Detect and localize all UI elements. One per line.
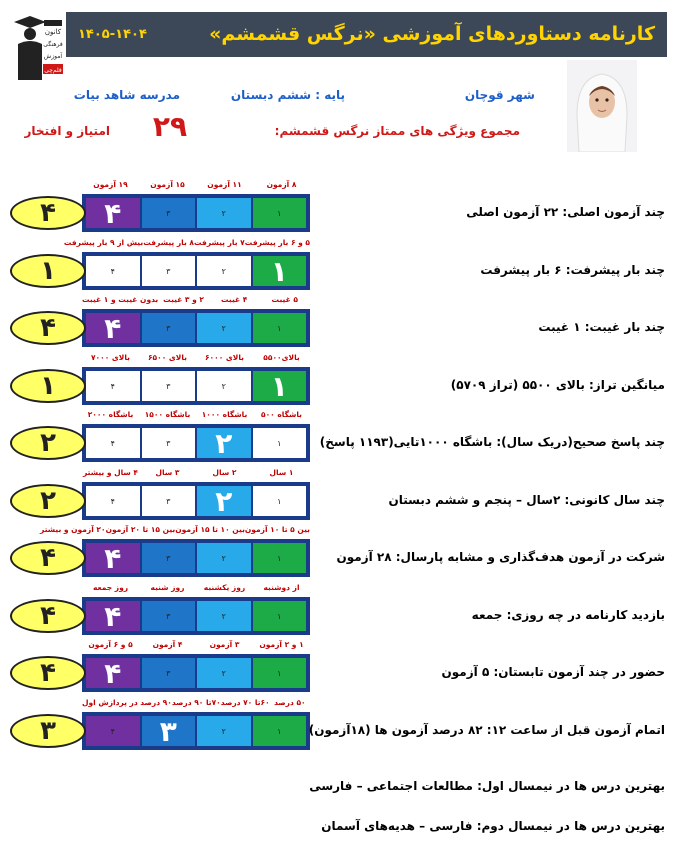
row-label: حضور در چند آزمون تابستان: ۵ آزمون <box>441 665 665 679</box>
threshold-label: ۳ آزمون <box>209 640 240 649</box>
student-photo <box>567 60 637 152</box>
threshold-label: روز شنبه <box>150 583 185 592</box>
row-thresholds <box>82 180 310 189</box>
score-cell: ۴ <box>86 716 140 746</box>
threshold-label: ۲ و ۳ غیبت <box>163 295 204 304</box>
threshold-label: بین ۱۵ تا ۲۰ آزمون <box>105 525 176 534</box>
score-cell: ۳ <box>142 428 196 458</box>
row-thresholds <box>63 238 310 247</box>
score-cell: ۴ <box>86 313 140 343</box>
score-cell: ۲ <box>197 543 251 573</box>
threshold-label: بیش از ۹ بار پیشرفت <box>63 238 144 247</box>
score-cell: ۲ <box>197 716 251 746</box>
threshold-label: ۱۱ آزمون <box>207 180 242 189</box>
threshold-label: ۴ غیبت <box>220 295 248 304</box>
student-school: مدرسه شاهد بیات <box>73 88 180 102</box>
threshold-label: ۵۰ درصد <box>274 698 306 707</box>
score-cell: ۲ <box>197 198 251 228</box>
score-grid <box>82 367 310 405</box>
row-label: چند بار پیشرفت: ۶ بار پیشرفت <box>480 263 665 277</box>
threshold-label: ۹۰ درصد در پردازش اول <box>82 698 172 707</box>
score-badge: ۴ <box>10 656 86 690</box>
student-city: شهر قوچان <box>464 88 535 102</box>
row-label: چند سال کانونی: ۲سال – پنجم و ششم دبستان <box>388 493 665 507</box>
score-cell: ۴ <box>86 658 140 688</box>
score-cell: ۳ <box>142 256 196 286</box>
row-label: بازدید کارنامه در چه روزی: جمعه <box>471 608 665 622</box>
score-cell: ۴ <box>86 256 140 286</box>
threshold-label: باشگاه ۵۰۰ <box>261 410 302 419</box>
score-cell: ۳ <box>142 371 196 401</box>
student-avatar-icon <box>567 60 637 152</box>
score-badge: ۳ <box>10 714 86 748</box>
logo-line3: آموزش <box>43 53 63 60</box>
threshold-label: ۸ آزمون <box>266 180 297 189</box>
threshold-label: ۱۹ آزمون <box>93 180 128 189</box>
score-badge: ۱ <box>10 369 86 403</box>
score-cell: ۴ <box>86 486 140 516</box>
score-cell: ۴ <box>86 428 140 458</box>
score-cell: ۳ <box>142 716 196 746</box>
score-grid <box>82 252 310 290</box>
score-cell: ۲ <box>197 658 251 688</box>
best-lessons-second: بهترین درس ها در نیمسال دوم: فارسی – هدیه‌های آسمان <box>321 819 665 833</box>
score-cell: ۱ <box>253 256 307 286</box>
score-cell: ۲ <box>197 428 251 458</box>
row-thresholds <box>82 410 310 419</box>
threshold-label: باشگاه ۱۰۰۰ <box>201 410 248 419</box>
total-label: امتیاز و افتخار <box>24 124 110 138</box>
score-badge: ۴ <box>10 196 86 230</box>
threshold-label: بالای ۷۰۰۰ <box>90 353 130 362</box>
score-cell: ۱ <box>253 601 307 631</box>
page-title: کارنامه دستاوردهای آموزشی «نرگس قشمشم» <box>209 23 655 45</box>
row-label: اتمام آزمون قبل از ساعت ۱۲: ۸۲ درصد آزمون ها (۱۸آزمون) <box>308 723 665 737</box>
threshold-label: ۶۰تا ۷۰ درصد <box>220 698 270 707</box>
row-label: چند آزمون اصلی: ۲۲ آزمون اصلی <box>466 205 665 219</box>
row-thresholds <box>82 295 310 304</box>
score-grid <box>82 654 310 692</box>
score-cell: ۴ <box>86 543 140 573</box>
row-thresholds <box>82 353 310 362</box>
threshold-label: روز جمعه <box>92 583 129 592</box>
score-cell: ۳ <box>142 198 196 228</box>
student-grade: پایه : ششم دبستان <box>230 88 345 102</box>
score-cell: ۱ <box>253 716 307 746</box>
score-badge: ۲ <box>10 426 86 460</box>
threshold-label: روز یکشنبه <box>203 583 246 592</box>
score-cell: ۱ <box>253 198 307 228</box>
row-thresholds <box>82 468 310 477</box>
threshold-label: بالای۵۵۰۰ <box>263 353 300 362</box>
threshold-label: بین ۱۰ تا ۱۵ آزمون <box>175 525 245 534</box>
score-grid <box>82 194 310 232</box>
threshold-label: از دوشنبه <box>263 583 300 592</box>
row-thresholds <box>82 698 310 707</box>
best-lessons-first: بهترین درس ها در نیمسال اول: مطالعات اجتماعی – فارسی <box>309 779 665 793</box>
score-cell: ۳ <box>142 601 196 631</box>
threshold-label: ۷ بار پیشرفت <box>193 238 245 247</box>
academic-year: ۱۴۰۵-۱۴۰۴ <box>78 27 147 42</box>
score-cell: ۳ <box>142 313 196 343</box>
logo-line1: کانون <box>44 28 62 36</box>
score-cell: ۲ <box>197 256 251 286</box>
threshold-label: ۸ بار پیشرفت <box>143 238 194 247</box>
threshold-label: ۳ سال <box>155 468 180 477</box>
score-cell: ۴ <box>86 601 140 631</box>
threshold-label: باشگاه ۱۵۰۰ <box>144 410 191 419</box>
score-grid <box>82 309 310 347</box>
score-cell: ۱ <box>253 543 307 573</box>
row-label: چند پاسخ صحیح(دریک سال): باشگاه ۱۰۰۰تایی(۱۱۹۳ پاسخ) <box>319 435 665 449</box>
threshold-label: ۱ سال <box>269 468 294 477</box>
score-cell: ۴ <box>86 371 140 401</box>
score-cell: ۲ <box>197 601 251 631</box>
score-badge: ۱ <box>10 254 86 288</box>
row-thresholds <box>82 640 310 649</box>
graduate-logo-icon <box>8 14 64 82</box>
threshold-label: ۵ و ۶ آزمون <box>88 640 133 649</box>
score-cell: ۱ <box>253 313 307 343</box>
score-badge: ۲ <box>10 484 86 518</box>
score-badge: ۴ <box>10 311 86 345</box>
threshold-label: ۱ و ۲ آزمون <box>259 640 304 649</box>
score-cell: ۳ <box>142 543 196 573</box>
row-thresholds <box>40 525 310 534</box>
threshold-label: باشگاه ۲۰۰۰ <box>87 410 134 419</box>
threshold-label: بین ۵ تا ۱۰ آزمون <box>244 525 310 534</box>
threshold-label: ۲۰ آزمون و بیشتر <box>40 525 106 534</box>
score-grid <box>82 712 310 750</box>
score-badge: ۴ <box>10 541 86 575</box>
score-cell: ۳ <box>142 486 196 516</box>
threshold-label: ۵ و ۶ بار پیشرفت <box>244 238 310 247</box>
logo-line2: فرهنگی <box>43 41 63 48</box>
total-score: ۲۹ <box>152 110 188 143</box>
row-label: میانگین تراز: بالای ۵۵۰۰ (تراز ۵۷۰۹) <box>450 378 665 392</box>
score-cell: ۱ <box>253 428 307 458</box>
score-cell: ۱ <box>253 658 307 688</box>
score-badge: ۴ <box>10 599 86 633</box>
threshold-label: بالای ۶۰۰۰ <box>204 353 244 362</box>
row-label: شرکت در آزمون هدف‌گذاری و مشابه پارسال: ۲۸ آزمون <box>336 550 665 564</box>
threshold-label: ۵ غیبت <box>271 295 298 304</box>
score-cell: ۳ <box>142 658 196 688</box>
score-cell: ۴ <box>86 198 140 228</box>
threshold-label: ۱۵ آزمون <box>150 180 185 189</box>
score-cell: ۲ <box>197 313 251 343</box>
threshold-label: ۴ سال و بیشتر <box>82 468 138 477</box>
threshold-label: ۷۰تا ۹۰ درصد <box>171 698 221 707</box>
logo-badge: قلم‌چی <box>44 67 62 74</box>
kanoon-logo <box>8 14 64 82</box>
score-grid <box>82 424 310 462</box>
score-grid <box>82 539 310 577</box>
header-bar <box>66 12 667 57</box>
score-grid <box>82 482 310 520</box>
threshold-label: ۴ آزمون <box>152 640 183 649</box>
score-cell: ۲ <box>197 371 251 401</box>
score-cell: ۲ <box>197 486 251 516</box>
score-grid <box>82 597 310 635</box>
score-cell: ۱ <box>253 371 307 401</box>
features-label: مجموع ویژگی های ممتاز نرگس قشمشم: <box>274 124 520 138</box>
row-thresholds <box>82 583 310 592</box>
row-label: چند بار غیبت: ۱ غیبت <box>538 320 665 334</box>
threshold-label: ۲ سال <box>212 468 237 477</box>
threshold-label: بالای ۶۵۰۰ <box>147 353 187 362</box>
threshold-label: بدون غیبت و ۱ غیبت <box>81 295 159 304</box>
score-cell: ۱ <box>253 486 307 516</box>
